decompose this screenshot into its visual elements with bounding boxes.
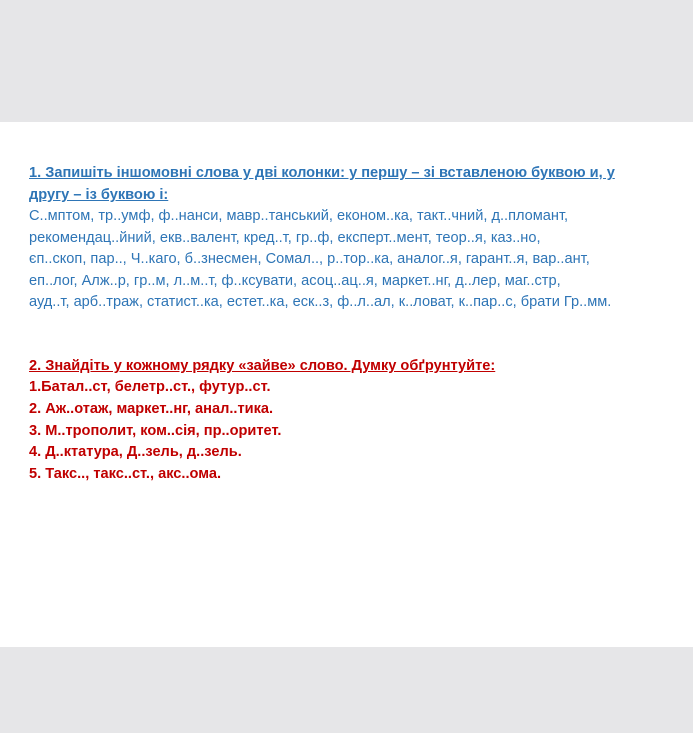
task-2 (29, 355, 679, 486)
task-1-title-line: 1. Запишіть іншомовні слова у дві колонки: у першу – зі вставленою буквою и, у (29, 165, 615, 181)
word-list-line: рекомендац..йний, екв..валент, кред..т, гр..ф, експерт..мент, теор..я, каз..но, (29, 229, 541, 246)
word-list-line: ауд..т, арб..траж, статист..ка, естет..ка, еск..з, ф..л..ал, к..ловат, к..пар..с, брати Гр..мм. (29, 294, 612, 311)
document-page (0, 122, 693, 647)
word-list-line: єп..скоп, пар.., Ч..каго, б..знесмен, Сомал.., р..тор..ка, аналог..я, гарант..я, вар..ант, (29, 251, 590, 268)
task-1 (29, 162, 679, 314)
task-2-title: 2. Знайдіть у кожному рядку «зайве» слово. Думку обґрунтуйте: (29, 358, 496, 374)
task-2-item: 3. М..трополит, ком..сія, пр..оритет. (29, 422, 282, 439)
task-2-item: 1.Батал..ст, белетр..ст., футур..ст. (29, 379, 271, 395)
word-list-line: С..мптом, тр..умф, ф..нанси, мавр..танський, економ..ка, такт..чний, д..пломант, (29, 208, 569, 224)
task-2-item: 2. Аж..отаж, маркет..нг, анал..тика. (29, 400, 274, 417)
task-1-title-line: другу – із буквою і: (29, 187, 169, 203)
word-list-line: еп..лог, Алж..р, гр..м, л..м..т, ф..ксувати, асоц..ац..я, маркет..нг, д..лер, маг..стр, (29, 272, 561, 289)
task-1-word-list (29, 206, 679, 314)
task-1-title (29, 162, 679, 206)
task-2-item: 5. Такс.., такс..ст., акс..ома. (29, 466, 222, 483)
top-margin (0, 0, 693, 122)
bottom-margin (0, 647, 693, 733)
task-2-item: 4. Д..ктатура, Д..зель, д..зель. (29, 444, 242, 461)
